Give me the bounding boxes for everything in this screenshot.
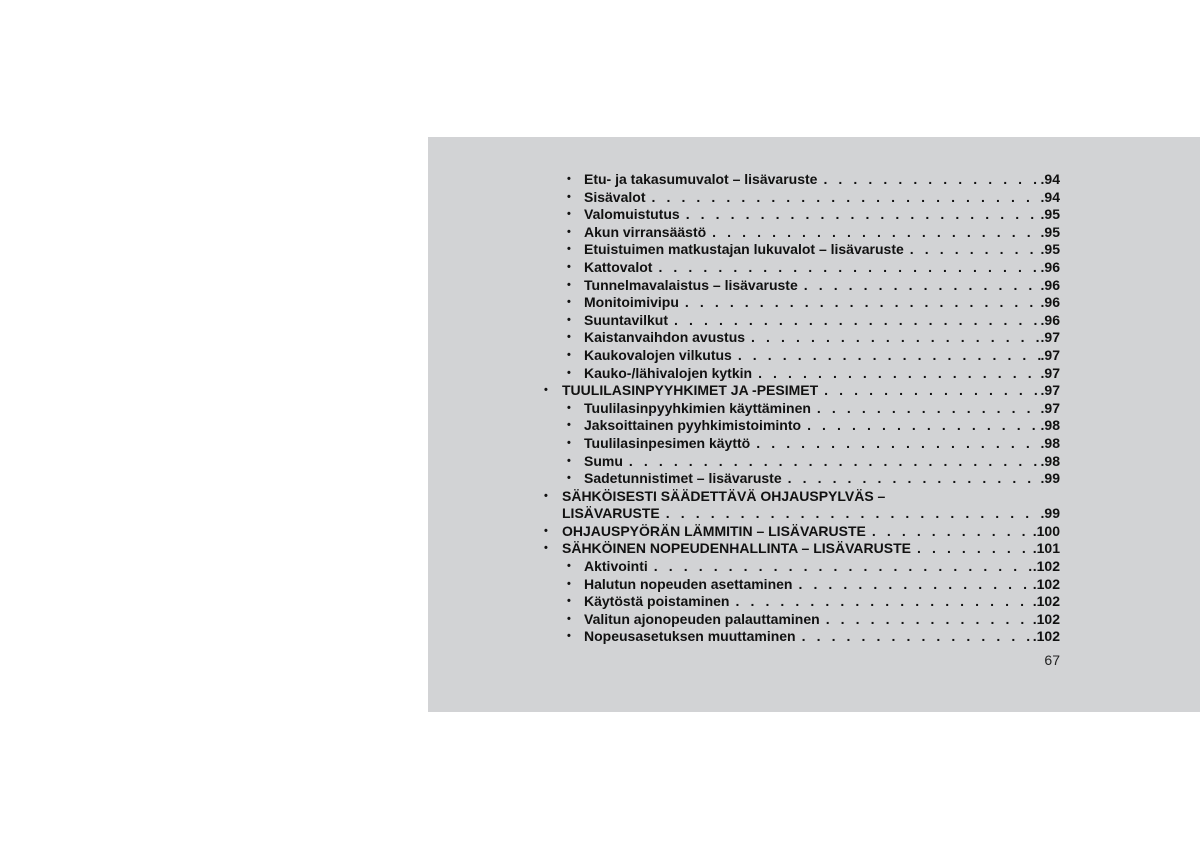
toc-entry-page: .96 [1040,258,1060,275]
bullet-icon: • [567,419,571,432]
toc-entry-page: .102 [1032,558,1060,575]
bullet-icon: • [567,348,571,361]
toc-entry-label: Sumu [584,452,623,469]
dot-leader [796,628,1033,646]
toc-subsection-entry [544,277,1060,295]
toc-entry-label: Kaukovalojen vilkutus [584,346,732,363]
toc-subsection-entry [544,417,1060,435]
toc-subsection-entry [544,400,1060,418]
toc-entry-page: .95 [1040,241,1060,258]
toc-entry-label: TUULILASINPYYHKIMET JA -PESIMET [562,382,819,399]
bullet-icon: • [544,524,548,537]
bullet-icon: • [567,331,571,344]
toc-subsection-entry [544,241,1060,259]
toc-subsection-entry [544,453,1060,471]
bullet-icon: • [567,173,571,185]
toc-section-entry [544,382,1060,400]
dot-leader [818,382,1040,400]
bullet-icon: • [567,243,571,256]
toc-subsection-entry [544,329,1060,347]
toc-subsection-entry [544,224,1060,242]
dot-leader [750,435,1040,453]
dot-leader [652,259,1040,277]
toc-entry-label: Kattovalot [584,258,653,275]
bullet-icon: • [567,595,571,608]
bullet-icon: • [567,472,571,485]
dot-leader [679,294,1041,312]
toc-subsection-entry [544,558,1060,576]
toc-entry-page: .100 [1032,522,1060,539]
toc-entry-label: Käytöstä poistaminen [584,593,730,610]
bullet-icon: • [567,208,571,221]
toc-entry-page: .95 [1040,223,1060,240]
dot-leader [811,400,1041,418]
bullet-icon: • [544,489,548,502]
dot-leader [798,277,1041,295]
toc-subsection-entry [544,365,1060,383]
toc-subsection-entry [544,294,1060,312]
bullet-icon: • [567,612,571,625]
page-number: 67 [1044,652,1060,668]
toc-entry-page: .97 [1040,346,1060,363]
dot-leader [623,453,1041,471]
toc-entry-page: .102 [1032,575,1060,592]
bullet-icon: • [567,560,571,573]
toc-subsection-entry [544,347,1060,365]
toc-entry-label: Aktivointi [584,558,648,575]
bullet-icon: • [544,384,548,397]
toc-entry-page: .97 [1040,329,1060,346]
toc-section-entry [544,540,1060,558]
toc-entry-label: Valomuistutus [584,206,680,223]
toc-entry-label: Kauko-/lähivalojen kytkin [584,364,753,381]
toc-entry-label: Jaksoittainen pyyhkimistoiminto [584,417,802,434]
toc-entry-label: Suuntavilkut [584,311,669,328]
toc-subsection-entry [544,611,1060,629]
toc-entry-label: Tuulilasinpesimen käyttö [584,434,751,451]
toc-entry-page: .94 [1040,171,1060,187]
toc-entry-label: Tunnelmavalaistus – lisävaruste [584,276,798,293]
toc-entry-label: Kaistanvaihdon avustus [584,329,746,346]
dot-leader [660,505,1041,523]
toc-subsection-entry [544,189,1060,207]
toc-entry-label: SÄHKÖISESTI SÄÄDETTÄVÄ OHJAUSPYLVÄS – [562,487,886,504]
toc-entry-page: .98 [1040,434,1060,451]
toc-entry-label: Nopeusasetuksen muuttaminen [584,628,796,645]
bullet-icon: • [567,454,571,467]
dot-leader [792,576,1032,594]
bullet-icon: • [567,366,571,379]
toc-subsection-entry [544,171,1060,189]
toc-entry-label: Etu- ja takasumuvalot – lisävaruste [584,171,818,187]
bullet-icon: • [567,296,571,309]
toc-subsection-entry [544,312,1060,330]
dot-leader [820,611,1033,629]
toc-entry-label: SÄHKÖINEN NOPEUDENHALLINTA – LISÄVARUSTE [562,540,911,557]
toc-entry-page: .99 [1040,470,1060,487]
toc-entry-label: Sadetunnistimet – lisävaruste [584,470,782,487]
dot-leader [866,523,1033,541]
toc-entry-page: .95 [1040,206,1060,223]
dot-leader [645,189,1040,207]
toc-subsection-entry [544,206,1060,224]
dot-leader [745,329,1040,347]
toc-subsection-entry [544,470,1060,488]
toc-section-entry [544,523,1060,541]
toc-entry-label: Sisävalot [584,188,646,205]
bullet-icon: • [544,542,548,555]
toc-entry-page: .98 [1040,417,1060,434]
toc-entry-label: Halutun nopeuden asettaminen [584,575,793,592]
dot-leader [668,312,1041,330]
bullet-icon: • [567,225,571,238]
dot-leader [648,558,1033,576]
dot-leader [732,347,1041,365]
toc-entry-label: Valitun ajonopeuden palauttaminen [584,610,820,627]
toc-subsection-entry [544,259,1060,277]
toc-entry-page: .101 [1032,540,1060,557]
toc-subsection-entry [544,628,1060,646]
dot-leader [801,417,1040,435]
bullet-icon: • [567,630,571,643]
toc-entry-page: .97 [1040,399,1060,416]
toc-entry-label: LISÄVARUSTE [562,505,660,522]
bullet-icon: • [567,260,571,273]
toc-entry-label: Etuistuimen matkustajan lukuvalot – lisävaruste [584,241,904,258]
toc-entry-page: .102 [1032,593,1060,610]
dot-leader [911,540,1033,558]
toc-subsection-entry [544,576,1060,594]
toc-entry-label: Monitoimivipu [584,294,679,311]
bullet-icon: • [567,436,571,449]
toc-entry-page: .96 [1040,276,1060,293]
dot-leader [706,224,1040,242]
dot-leader [817,171,1040,189]
dot-leader [782,470,1041,488]
toc-entry-page: .99 [1040,505,1060,522]
toc-subsection-entry [544,435,1060,453]
toc-entry-page: .102 [1032,628,1060,645]
toc-section-entry [544,488,1060,523]
bullet-icon: • [567,401,571,414]
toc-entry-label: Akun virransäästö [584,223,707,240]
toc-subsection-entry [544,593,1060,611]
toc-entry-page: .96 [1040,311,1060,328]
toc-entry-label: OHJAUSPYÖRÄN LÄMMITIN – LISÄVARUSTE [562,522,866,539]
dot-leader [904,241,1041,259]
bullet-icon: • [567,313,571,326]
toc-entry-page: .97 [1040,382,1060,399]
toc-entry-page: .97 [1040,364,1060,381]
bullet-icon: • [567,190,571,203]
bullet-icon: • [567,577,571,590]
dot-leader [729,593,1032,611]
dot-leader [752,365,1040,383]
toc-entry-page: .96 [1040,294,1060,311]
toc-entry-page: .102 [1032,610,1060,627]
toc-entry-page: .98 [1040,452,1060,469]
toc-entry-label: Tuulilasinpyyhkimien käyttäminen [584,399,811,416]
bullet-icon: • [567,278,571,291]
dot-leader [680,206,1041,224]
table-of-contents [544,171,1060,646]
toc-entry-page: .94 [1040,188,1060,205]
